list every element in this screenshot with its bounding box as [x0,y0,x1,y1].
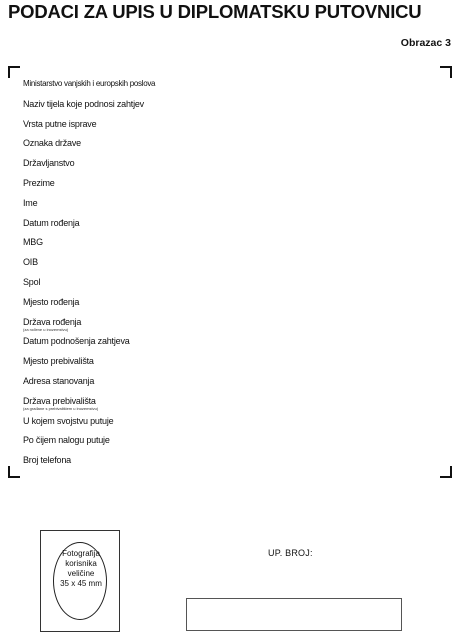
field-country-of-birth [23,314,433,334]
field-label: OIB [23,257,38,268]
corner-mark-bottom-right [440,466,452,478]
field-address [23,373,433,393]
field-label: Državljanstvo [23,158,75,169]
field-sex [23,274,433,294]
form-title: PODACI ZA UPIS U DIPLOMATSKU PUTOVNICU [8,1,422,22]
field-list [23,76,433,472]
field-label: Adresa stanovanja [23,375,95,386]
registry-number-box [186,598,402,631]
field-note: (za rođene u inozemstvu) [23,326,69,332]
field-label: Ministarstvo vanjskih i europskih poslova [23,79,156,88]
field-date-of-birth [23,215,433,235]
field-label: Naziv tijela koje podnosi zahtjev [23,98,144,109]
registry-number-label: UP. BROJ: [268,548,313,558]
field-citizenship [23,155,433,175]
field-note: (za građane s prebivalištem u inozemstvu) [23,405,99,411]
corner-mark-top-right [440,66,452,78]
field-label: Broj telefona [23,455,71,466]
field-label: Datum podnošenja zahtjeva [23,336,130,347]
field-travel-capacity [23,413,433,433]
field-surname [23,175,433,195]
field-travel-order [23,432,433,452]
field-label: Država rođenja [23,316,82,327]
field-label: Država prebivališta [23,395,96,406]
photo-caption-line: Fotografija [62,549,100,558]
field-first-name [23,195,433,215]
field-mbg [23,234,433,254]
field-label: Vrsta putne isprave [23,118,97,129]
form-number: Obrazac 3 [400,37,451,49]
corner-mark-top-left [8,66,20,78]
field-label: MBG [23,237,43,248]
field-label: Ime [23,197,38,208]
field-label: Prezime [23,177,55,188]
photo-caption-line: veličine [67,569,95,578]
field-label: U kojem svojstvu putuje [23,415,114,426]
field-phone-number [23,452,433,472]
corner-mark-bottom-left [8,466,20,478]
field-place-of-birth [23,294,433,314]
field-label: Mjesto prebivališta [23,356,94,367]
photo-box [40,530,120,632]
field-country-code [23,135,433,155]
field-label: Oznaka države [23,138,81,149]
field-application-date [23,333,433,353]
field-oib [23,254,433,274]
field-document-type [23,116,433,136]
field-country-of-residence [23,393,433,413]
photo-caption-line: korisnika [65,559,97,568]
field-ministry [23,76,433,96]
field-place-of-residence [23,353,433,373]
field-label: Po čijem nalogu putuje [23,435,110,446]
field-label: Mjesto rođenja [23,296,80,307]
photo-caption-line: 35 x 45 mm [60,579,102,588]
field-label: Spol [23,276,41,287]
field-label: Datum rođenja [23,217,80,228]
field-requesting-body [23,96,433,116]
photo-caption [41,549,121,589]
